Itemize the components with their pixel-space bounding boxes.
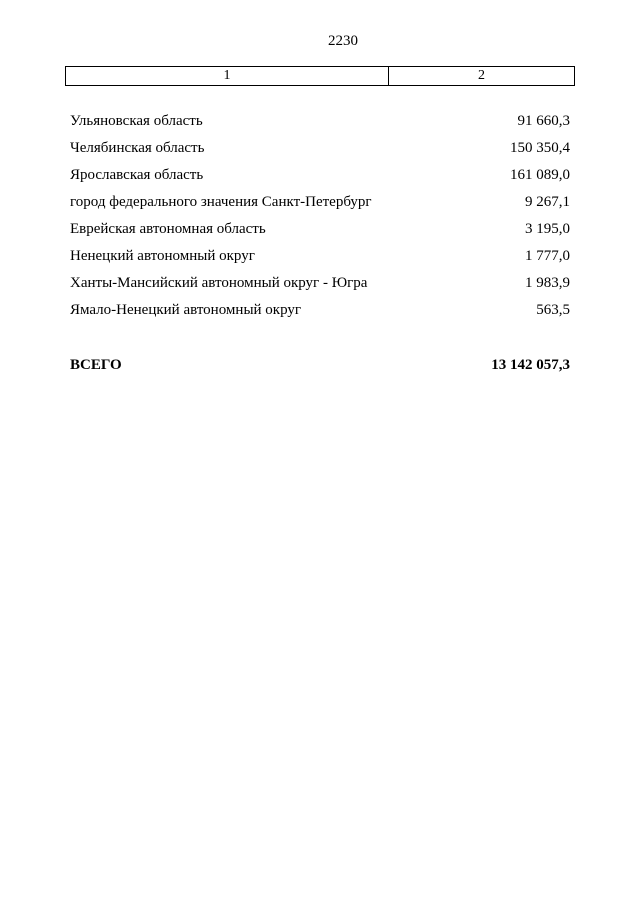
region-value: 161 089,0 [510,167,570,183]
column-header-1: 1 [66,67,389,85]
region-name: Ульяновская область [70,113,203,129]
column-header-row [65,66,575,86]
region-value: 9 267,1 [525,194,570,210]
region-name: Челябинская область [70,140,205,156]
table-row [70,246,570,273]
table-row [70,192,570,219]
column-header-2: 2 [478,68,485,83]
table-row [70,300,570,327]
region-value: 1 983,9 [525,275,570,291]
total-label: ВСЕГО [70,357,122,373]
region-name: Ханты-Мансийский автономный округ - Югра [70,275,368,291]
region-value: 150 350,4 [510,140,570,156]
region-value: 91 660,3 [517,113,570,129]
region-name: Ненецкий автономный округ [70,248,255,264]
table-row [70,165,570,192]
total-row [70,355,570,375]
table-row [70,111,570,138]
total-value: 13 142 057,3 [491,357,570,373]
region-value: 1 777,0 [525,248,570,264]
region-name: Ярославская область [70,167,204,183]
region-name: Еврейская автономная область [70,221,266,237]
region-name: город федерального значения Санкт-Петербург [70,194,372,210]
region-name: Ямало-Ненецкий автономный округ [70,302,302,318]
table-row [70,273,570,300]
region-value: 3 195,0 [525,221,570,237]
table-row [70,219,570,246]
table-row [70,138,570,165]
region-table [70,111,570,327]
region-value: 563,5 [536,302,570,318]
page-number: 2230 [328,33,358,49]
